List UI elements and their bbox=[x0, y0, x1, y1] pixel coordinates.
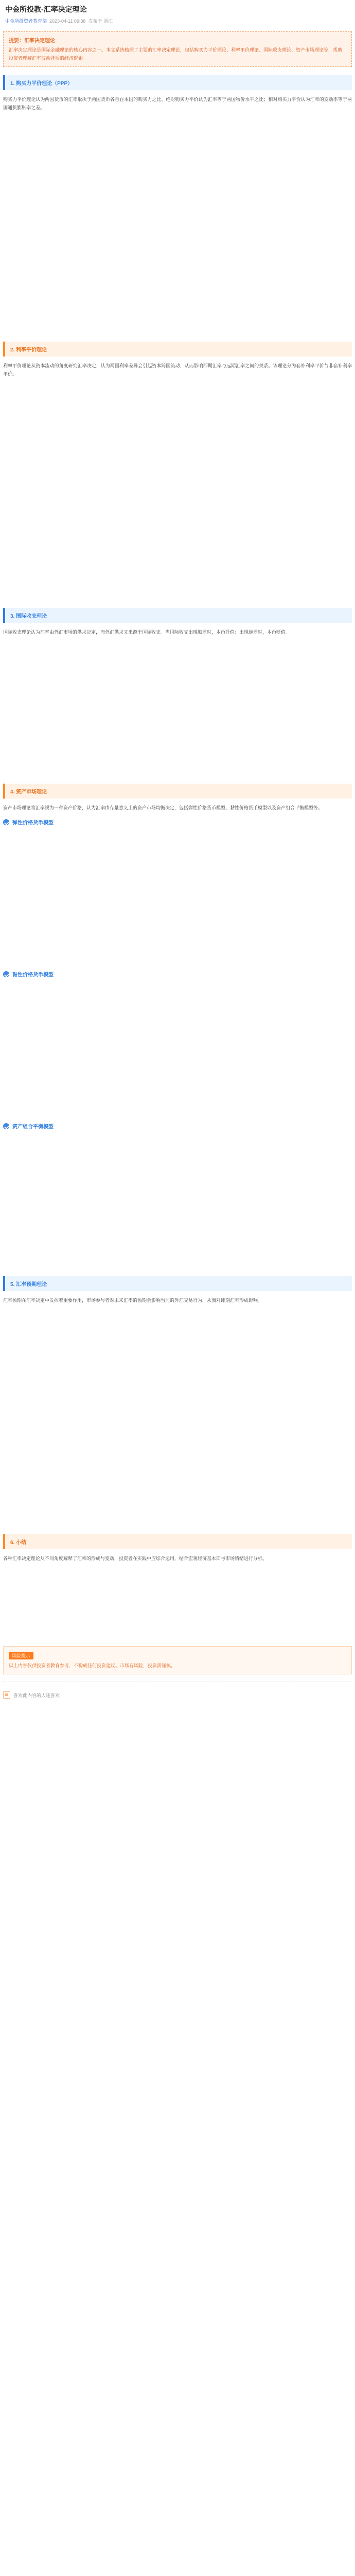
section-body-6 bbox=[3, 1554, 352, 1563]
subsection-2 bbox=[3, 970, 352, 978]
section-body-2 bbox=[3, 362, 352, 378]
section-5-content bbox=[3, 1310, 352, 1526]
risk-notice bbox=[3, 1646, 352, 1674]
section-body-5 bbox=[3, 1296, 352, 1304]
section-body-1 bbox=[3, 95, 352, 112]
related-icon bbox=[3, 1691, 10, 1699]
risk-tag: 风险提示 bbox=[9, 1652, 33, 1659]
section-body-3 bbox=[3, 628, 352, 636]
publish-date: 2023-04-11 09:38 bbox=[49, 19, 86, 24]
section-2-content bbox=[3, 383, 352, 600]
section-text-6: 各种汇率决定理论从不同角度解释了汇率的形成与变动，投资者在实践中应综合运用，结合宏观经济基本面与市场情绪进行分析。 bbox=[3, 1556, 268, 1561]
check-icon bbox=[3, 819, 9, 825]
section-6-content bbox=[3, 1568, 352, 1640]
subsection-label-2: 黏性价格货币模型 bbox=[12, 972, 54, 978]
subsection-1 bbox=[3, 818, 352, 826]
section-text-2: 利率平价理论从资本流动的角度研究汇率决定，认为两国利率差异会引起资本跨国流动，从而影响即期汇率与远期汇率之间的关系。该理论分为套补利率平价与非套补利率平价。 bbox=[3, 363, 352, 377]
section-title-6: 6. 小结 bbox=[3, 1534, 352, 1549]
subsection-3-content bbox=[3, 1134, 352, 1268]
subsection-3 bbox=[3, 1122, 352, 1130]
section-body-4 bbox=[3, 804, 352, 812]
section-title-5: 5. 汇率预期理论 bbox=[3, 1276, 352, 1291]
intro-text: 汇率决定理论是国际金融理论的核心内容之一。本文系统梳理了主要的汇率决定理论，包括购买力平价理论、利率平价理论、国际收支理论、资产市场理论等，帮助投资者理解汇率波动背后的经济逻辑。 bbox=[9, 47, 343, 61]
section-text-3: 国际收支理论认为汇率由外汇市场的供求决定，而外汇供求又来源于国际收支。当国际收支出现顺差时，本币升值；出现逆差时，本币贬值。 bbox=[3, 630, 291, 635]
risk-text: 以上内容仅供投资者教育参考，不构成任何投资建议。市场有风险，投资需谨慎。 bbox=[9, 1663, 176, 1668]
check-icon bbox=[3, 971, 9, 977]
check-icon bbox=[3, 1123, 9, 1129]
subsection-2-content bbox=[3, 982, 352, 1116]
section-title-4: 4. 资产市场理论 bbox=[3, 784, 352, 799]
section-text-1: 购买力平价理论认为两国货币的汇率取决于两国货币各自在本国的购买力之比。绝对购买力平价认为汇率等于两国物价水平之比；相对购买力平价认为汇率的变动率等于两国通货膨胀率之差。 bbox=[3, 97, 352, 110]
subsection-label-3: 资产组合平衡模型 bbox=[12, 1124, 54, 1130]
article-title: 中金所投教-汇率决定理论 bbox=[5, 5, 87, 13]
footer-related[interactable] bbox=[3, 1691, 352, 1699]
section-title-2: 2. 利率平价理论 bbox=[3, 342, 352, 357]
publish-location: 发布于 浙江 bbox=[88, 19, 113, 24]
source-link[interactable]: 中金所投资者教育部 bbox=[5, 19, 47, 24]
intro-lead: 提要：汇率决定理论 bbox=[9, 38, 55, 44]
section-title-1: 1. 购买力平价理论（PPP） bbox=[3, 75, 352, 90]
section-3-content bbox=[3, 641, 352, 775]
subsection-label-1: 弹性价格货币模型 bbox=[12, 820, 54, 826]
subsection-1-content bbox=[3, 830, 352, 964]
section-text-4: 资产市场理论将汇率视为一种资产价格，认为汇率由存量意义上的资产市场均衡决定，包括弹性价格货币模型、黏性价格货币模型以及资产组合平衡模型等。 bbox=[3, 805, 323, 810]
footer-label: 喜欢此内容的人还喜欢 bbox=[13, 1692, 60, 1698]
article-meta bbox=[5, 18, 350, 24]
article-header bbox=[3, 0, 352, 26]
intro-box bbox=[3, 31, 352, 67]
section-1-content bbox=[3, 117, 352, 333]
section-title-3: 3. 国际收支理论 bbox=[3, 608, 352, 623]
section-text-5: 汇率预期在汇率决定中发挥着重要作用，市场参与者对未来汇率的预期会影响当前的外汇交易行为，从而对即期汇率形成影响。 bbox=[3, 1298, 263, 1303]
